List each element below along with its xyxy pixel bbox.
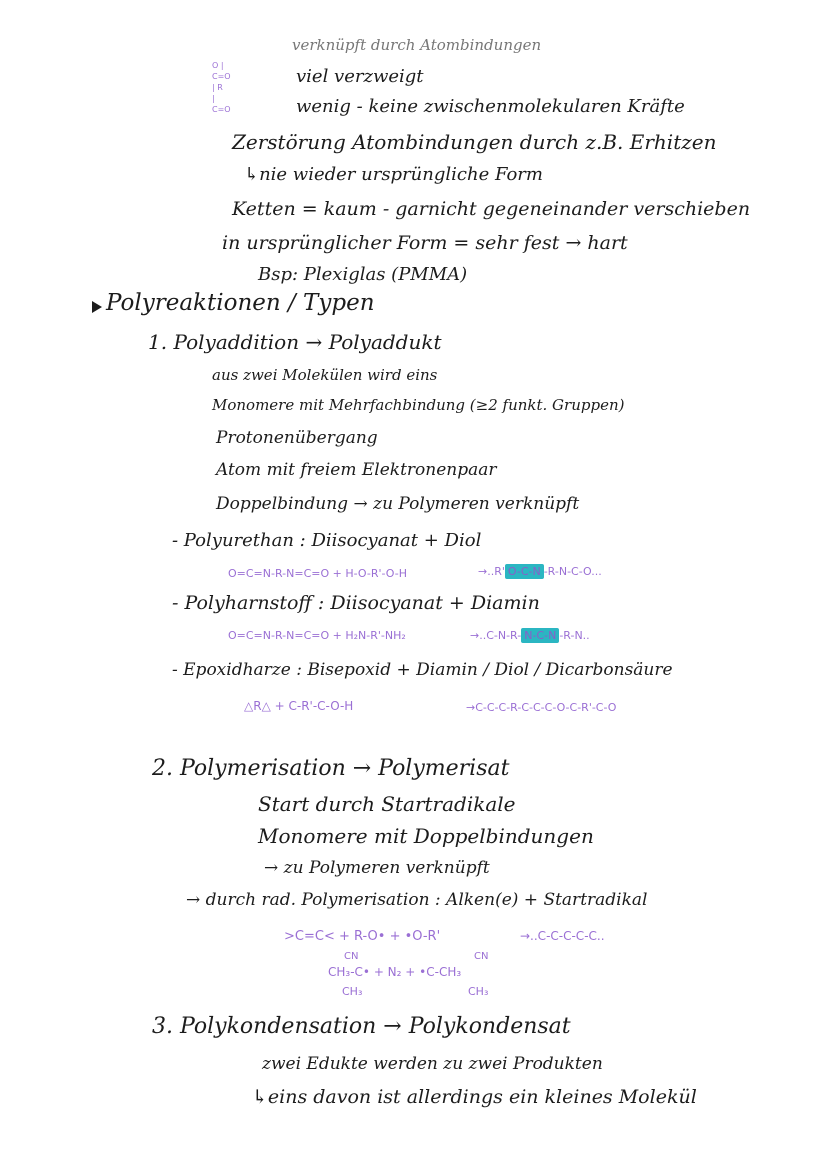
polyurethan-formula: O=C=N-R-N=C=O + H-O-R'-O-H	[228, 567, 407, 580]
ph-product-arrow: →..C-N-R-	[470, 629, 522, 642]
epoxidharze-product: →C-C-C-R-C-C-C-O-C-R'-C-O	[466, 701, 617, 714]
pu-product-rest: -R-N-C-O...	[543, 565, 602, 578]
heading-polyreaktionen: Polyreaktionen / Typen	[106, 290, 375, 316]
note-ketten: Ketten = kaum - garnicht gegeneinander verschieben	[232, 198, 751, 220]
triangle-bullet-icon	[92, 301, 102, 313]
top-cut-line: verknüpft durch Atombindungen	[292, 36, 542, 54]
polyharnstoff-product	[470, 630, 590, 641]
s2-ch3-left: CH₃	[342, 985, 363, 998]
epoxidharze-formula: △R△ + C-R'-C-O-H	[244, 699, 354, 713]
ph-product-highlight: N-C-N	[521, 628, 559, 643]
section-1-title: 1. Polyaddition → Polyaddukt	[148, 330, 442, 354]
s1-bullet-1: aus zwei Molekülen wird eins	[212, 366, 438, 384]
note-viel-verzweigt: viel verzweigt	[296, 66, 424, 87]
s2-formula-1: >C=C< + R-O• + •O-R'	[284, 929, 441, 944]
polyurethan-label: - Polyurethan : Diisocyanat + Diol	[172, 530, 482, 551]
s2-bullet-3: → zu Polymeren verknüpft	[264, 858, 490, 878]
pu-product-highlight: O-C-N	[505, 564, 544, 579]
note-zerstoerung: Zerstörung Atombindungen durch z.B. Erhitzen	[232, 130, 717, 154]
s3-bullet-1: zwei Edukte werden zu zwei Produkten	[262, 1054, 603, 1074]
polyharnstoff-label: - Polyharnstoff : Diisocyanat + Diamin	[172, 592, 540, 614]
s2-cn-right: CN	[474, 951, 489, 962]
s2-formula-2: CH₃-C• + N₂ + •C-CH₃	[328, 965, 462, 979]
epoxidharze-label: - Epoxidharze : Bisepoxid + Diamin / Diol / Dicarbonsäure	[172, 660, 673, 680]
pu-product-arrow: →..R'	[478, 565, 505, 578]
s2-bullet-1: Start durch Startradikale	[258, 792, 516, 816]
s1-bullet-5: Doppelbindung → zu Polymeren verknüpft	[216, 494, 580, 514]
note-bsp-plexiglas: Bsp: Plexiglas (PMMA)	[258, 264, 468, 285]
s1-bullet-3: Protonenübergang	[216, 428, 378, 448]
section-2-title: 2. Polymerisation → Polymerisat	[152, 756, 510, 781]
s2-cn-left: CN	[344, 951, 359, 962]
s3-bullet-2: ↳eins davon ist allerdings ein kleines Molekül	[252, 1086, 697, 1108]
note-nie-wieder: ↳nie wieder ursprüngliche Form	[244, 164, 543, 185]
s2-product: →..C-C-C-C-C..	[520, 929, 605, 943]
s2-radical-line: → durch rad. Polymerisation : Alken(e) + Startradikal	[186, 890, 648, 910]
polyurethan-product	[478, 566, 602, 577]
polyharnstoff-formula: O=C=N-R-N=C=O + H₂N-R'-NH₂	[228, 629, 406, 642]
s2-ch3-right: CH₃	[468, 985, 489, 998]
s1-bullet-4: Atom mit freiem Elektronenpaar	[216, 460, 497, 480]
top-left-formula: O | C=O | R | C=O	[212, 61, 231, 114]
s2-bullet-2: Monomere mit Doppelbindungen	[258, 824, 594, 848]
note-wenig-keine: wenig - keine zwischenmolekularen Kräfte	[296, 96, 685, 117]
note-in-urspruenglicher: in ursprünglicher Form = sehr fest → hart	[222, 232, 628, 254]
section-3-title: 3. Polykondensation → Polykondensat	[152, 1014, 571, 1039]
ph-product-rest: -R-N..	[559, 629, 590, 642]
s1-bullet-2: Monomere mit Mehrfachbindung (≥2 funkt. Gruppen)	[212, 396, 625, 414]
